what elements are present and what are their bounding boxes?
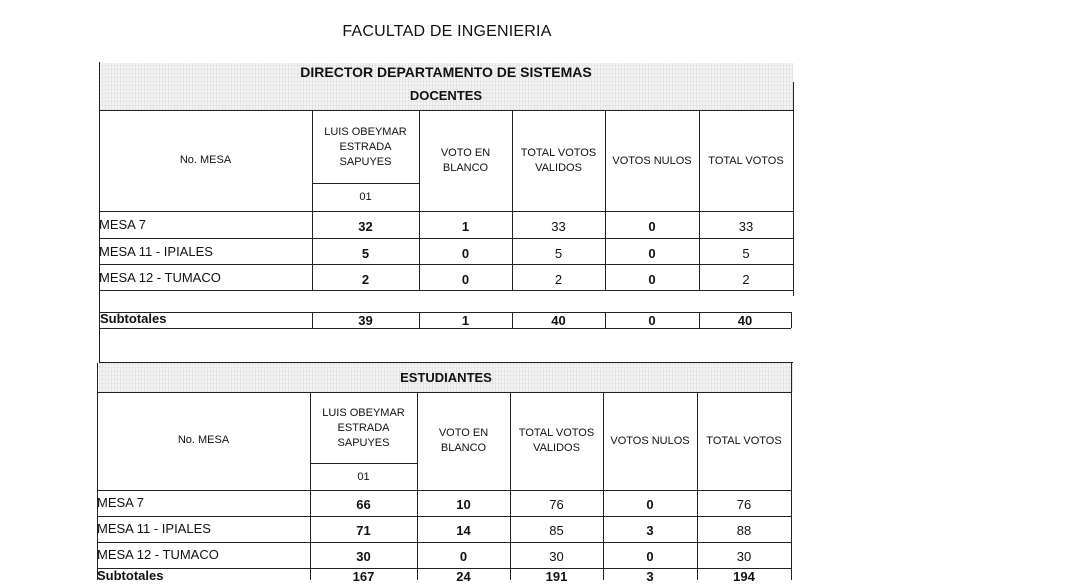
header-no-mesa: No. MESA (179, 154, 232, 166)
cell-total-votes: 88 (736, 523, 752, 538)
cell-blank-votes: 0 (459, 549, 468, 564)
cell-candidate-votes: 30 (356, 549, 371, 564)
cell-valid-votes: 5 (554, 246, 563, 261)
cell-candidate-votes: 66 (356, 497, 371, 512)
cell-valid-votes: 76 (549, 497, 564, 512)
cell-total-votes: 76 (736, 497, 752, 512)
docentes-row-mesa: MESA 12 - TUMACO (99, 270, 221, 285)
cell-null-votes: 0 (648, 246, 656, 261)
header-candidate-line2: ESTRADA (339, 141, 392, 153)
header-valid-line2: VALIDOS (535, 162, 582, 174)
estudiantes-row-mesa: MESA 11 - IPIALES (97, 521, 211, 536)
cell-total-votes: 30 (736, 549, 752, 564)
header-valid-line1: TOTAL VOTOS (518, 427, 595, 439)
cell-blank-votes: 14 (456, 523, 471, 538)
subtotal-total-votes: 40 (737, 313, 753, 328)
docentes-row-mesa: MESA 11 - IPIALES (99, 244, 213, 259)
header-blank-line1: VOTO EN (438, 427, 489, 439)
header-candidate-line2: ESTRADA (337, 422, 390, 434)
cell-blank-votes: 0 (461, 272, 470, 287)
estudiantes-subtotal-label: Subtotales (97, 568, 164, 583)
header-null-votes: VOTOS NULOS (612, 155, 692, 167)
header-total-votes: TOTAL VOTOS (708, 155, 784, 167)
header-blank-line2: BLANCO (442, 162, 489, 174)
cell-blank-votes: 10 (456, 497, 471, 512)
subtotal-valid-votes: 191 (545, 569, 568, 584)
subtotal-total-votes: 194 (733, 569, 755, 584)
subtotal-candidate-votes: 167 (352, 569, 375, 584)
cell-candidate-votes: 2 (361, 272, 370, 287)
cell-valid-votes: 30 (549, 549, 564, 564)
cell-total-votes: 33 (738, 219, 754, 234)
subtotal-valid-votes: 40 (551, 313, 566, 328)
subtotal-null-votes: 3 (646, 569, 654, 584)
cell-candidate-votes: 5 (361, 246, 370, 261)
cell-valid-votes: 85 (549, 523, 564, 538)
cell-candidate-votes: 32 (358, 219, 373, 234)
subtotal-blank-votes: 1 (461, 313, 470, 328)
cell-null-votes: 0 (648, 219, 656, 234)
cell-candidate-votes: 71 (356, 523, 371, 538)
header-blank-line1: VOTO EN (440, 147, 491, 159)
section-title: DIRECTOR DEPARTAMENTO DE SISTEMAS (300, 64, 592, 80)
estudiantes-row-mesa: MESA 12 - TUMACO (97, 547, 219, 562)
cell-total-votes: 2 (742, 272, 750, 287)
estudiantes-row-mesa: MESA 7 (97, 495, 144, 510)
cell-null-votes: 3 (646, 523, 654, 538)
header-null-votes: VOTOS NULOS (610, 435, 690, 447)
cell-blank-votes: 1 (461, 219, 470, 234)
subtotal-blank-votes: 24 (456, 569, 471, 584)
docentes-subtotal-label: Subtotales (100, 311, 167, 326)
page-title: FACULTAD DE INGENIERIA (342, 23, 552, 40)
header-candidate-line3: SAPUYES (337, 437, 390, 449)
docentes-row-mesa: MESA 7 (99, 217, 146, 232)
subtotal-null-votes: 0 (648, 313, 656, 328)
header-candidate-line3: SAPUYES (339, 156, 392, 168)
cell-valid-votes: 2 (554, 272, 563, 287)
cell-null-votes: 0 (646, 497, 654, 512)
cell-null-votes: 0 (646, 549, 654, 564)
header-candidate-number: 01 (357, 471, 370, 483)
header-candidate-line1: LUIS OBEYMAR (324, 126, 407, 138)
cell-valid-votes: 33 (551, 219, 566, 234)
header-total-votes: TOTAL VOTOS (706, 435, 782, 447)
subtotal-candidate-votes: 39 (358, 313, 373, 328)
header-valid-line2: VALIDOS (533, 442, 580, 454)
header-valid-line1: TOTAL VOTOS (520, 147, 597, 159)
estudiantes-title: ESTUDIANTES (400, 370, 492, 385)
header-no-mesa: No. MESA (177, 434, 230, 446)
cell-blank-votes: 0 (461, 246, 470, 261)
cell-total-votes: 5 (742, 246, 750, 261)
header-candidate-number: 01 (359, 191, 372, 203)
header-blank-line2: BLANCO (440, 442, 487, 454)
header-candidate-line1: LUIS OBEYMAR (322, 407, 405, 419)
docentes-title: DOCENTES (409, 88, 483, 103)
cell-null-votes: 0 (648, 272, 656, 287)
